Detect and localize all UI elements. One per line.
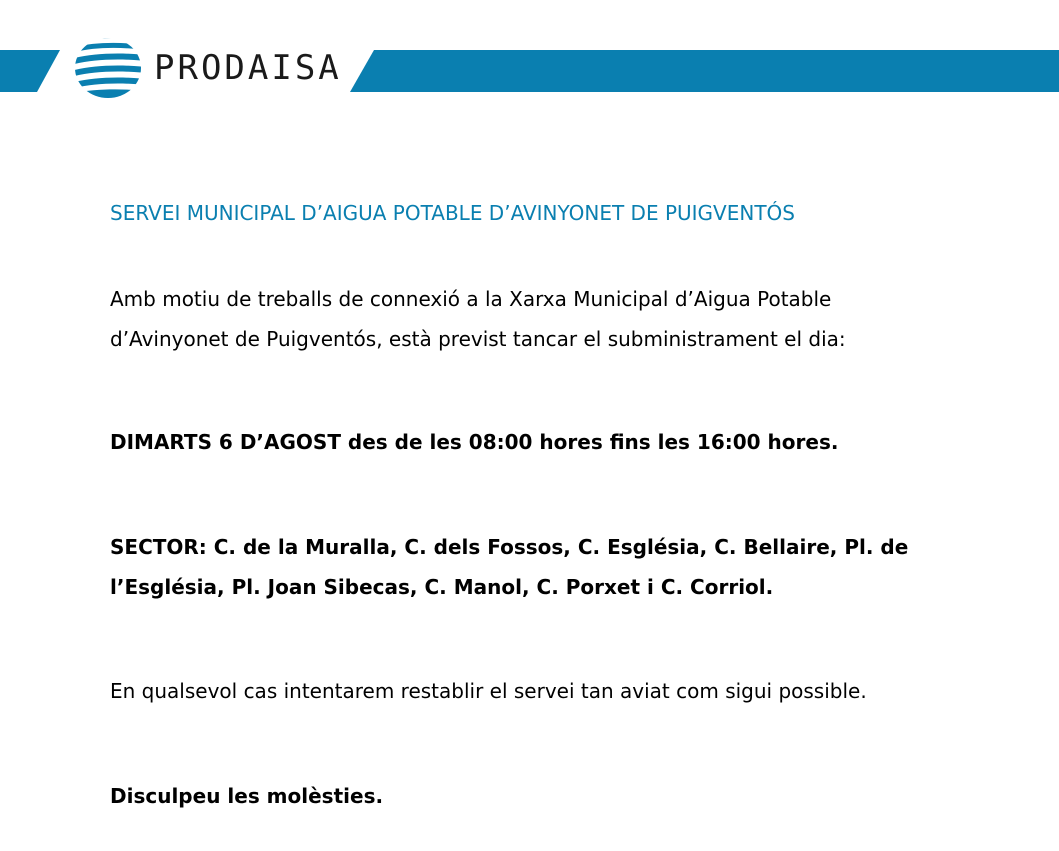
header-band-left [0, 50, 60, 92]
sector-line-2: l’Església, Pl. Joan Sibecas, C. Manol, C. Porxet i C. Corriol. [110, 575, 774, 599]
brand-name: PRODAISA [154, 48, 342, 88]
intro-paragraph [110, 279, 990, 359]
sector-paragraph [110, 527, 990, 607]
notice-title: SERVEI MUNICIPAL D’AIGUA POTABLE D’AVINYONET DE PUIGVENTÓS [110, 201, 795, 225]
header-band-right [350, 50, 1059, 92]
sector-line-1: SECTOR: C. de la Muralla, C. dels Fossos, C. Església, C. Bellaire, Pl. de [110, 535, 909, 559]
intro-line-1: Amb motiu de treballs de connexió a la Xarxa Municipal d’Aigua Potable [110, 287, 832, 311]
date-line: DIMARTS 6 D’AGOST des de les 08:00 hores fins les 16:00 hores. [110, 430, 839, 454]
globe-stripes-icon [70, 37, 148, 99]
apology-line: Disculpeu les molèsties. [110, 784, 384, 808]
brand-logo [70, 36, 342, 100]
restore-line: En qualsevol cas intentarem restablir el servei tan aviat com sigui possible. [110, 679, 867, 703]
intro-line-2: d’Avinyonet de Puigventós, està previst tancar el subministrament el dia: [110, 327, 846, 351]
